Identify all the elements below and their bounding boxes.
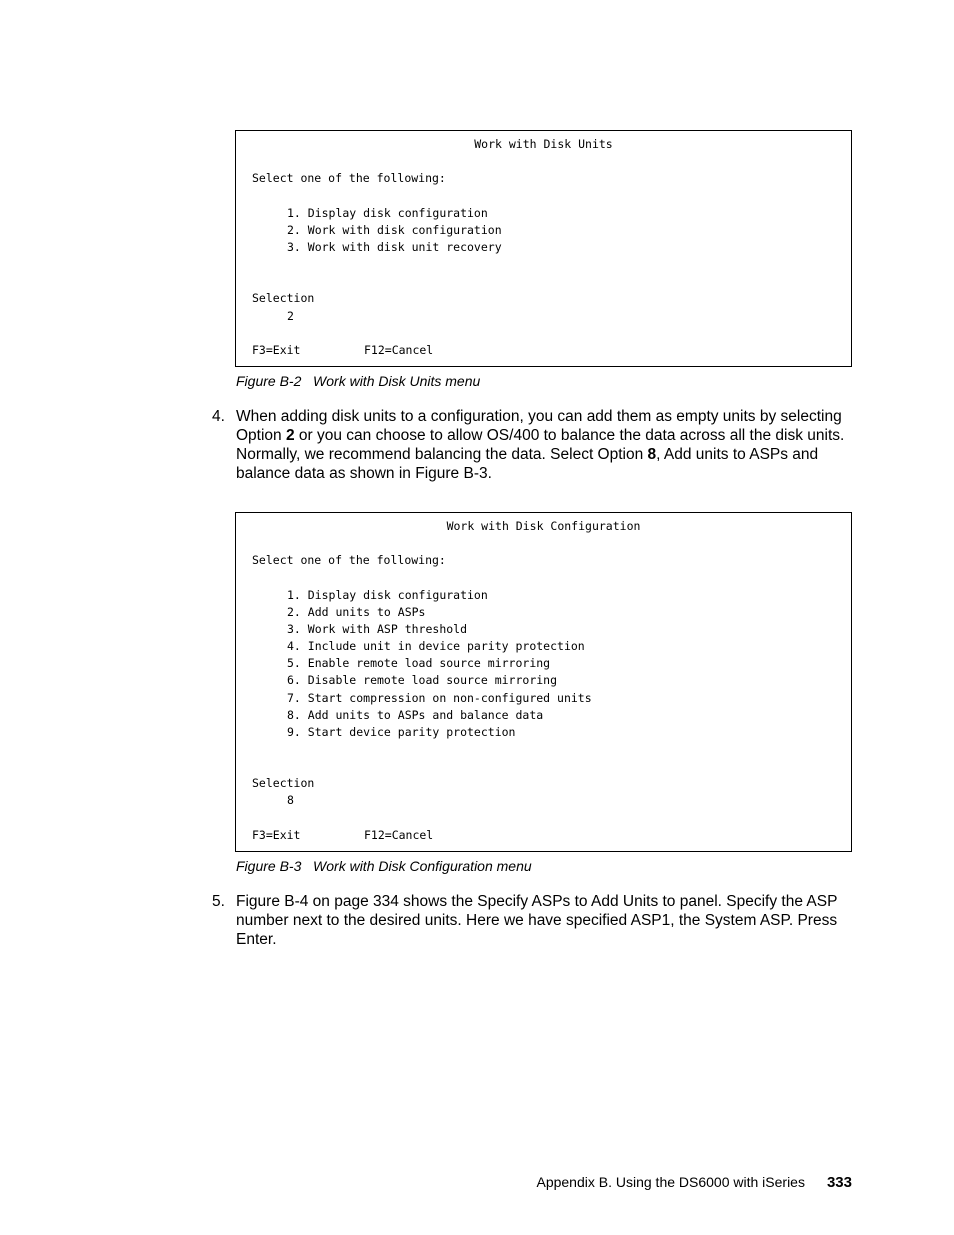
menu-option: 6. Disable remote load source mirroring [287, 673, 558, 687]
caption-number: Figure B-2 [236, 373, 302, 389]
step-text-part: or you can choose to allow OS/400 to balance the data across all the disk units. Normally, we recommend balancing the data. Select Option [236, 427, 845, 463]
menu-option: 1. Display disk configuration [287, 588, 488, 602]
menu-option: 7. Start compression on non-configured units [287, 691, 592, 705]
figure-b2-caption [236, 373, 480, 390]
caption-title: Work with Disk Units menu [313, 373, 481, 389]
step-text [236, 407, 852, 483]
menu-option: 5. Enable remote load source mirroring [287, 656, 551, 670]
option-number-bold: 8 [647, 446, 657, 463]
step-number: 5. [212, 893, 225, 910]
menu-option: 2. Add units to ASPs [287, 605, 426, 619]
option-number-bold: 2 [285, 427, 295, 444]
step-number: 4. [212, 408, 225, 425]
selection-label: Selection [252, 776, 315, 790]
step-text-part: , Add units to ASPs and balance data as shown in Figure B-3. [236, 446, 819, 482]
f3-exit-key: F3=Exit [252, 343, 301, 357]
menu-option: 4. Include unit in device parity protection [287, 639, 585, 653]
selection-value: 8 [287, 793, 294, 807]
menu-option: 1. Display disk configuration [287, 206, 488, 220]
menu-option: 2. Work with disk configuration [287, 223, 502, 237]
page-number: 333 [826, 1174, 852, 1191]
step-text: Figure B-4 on page 334 shows the Specify ASPs to Add Units to panel. Specify the ASP number next to the desired units. Here we have specified ASP1, the System ASP. Press Enter. [236, 893, 838, 948]
page-footer [0, 1172, 852, 1193]
menu-option: 3. Work with ASP threshold [287, 622, 468, 636]
menu-option: 3. Work with disk unit recovery [287, 240, 502, 254]
caption-title: Work with Disk Configuration menu [313, 858, 532, 874]
selection-label: Selection [252, 291, 315, 305]
screen-prompt: Select one of the following: [252, 171, 446, 185]
screen-title: Work with Disk Configuration [446, 519, 641, 533]
step-text-part: When adding disk units to a configuration, you can add them as empty units by selecting Option [236, 408, 842, 444]
caption-number: Figure B-3 [236, 858, 302, 874]
work-with-disk-units-screen [235, 130, 852, 367]
f12-cancel-key: F12=Cancel [364, 343, 434, 357]
step-5-paragraph [212, 892, 852, 949]
f12-cancel-key: F12=Cancel [364, 828, 434, 842]
screen-title: Work with Disk Units [474, 137, 613, 151]
step-4-paragraph [212, 407, 852, 483]
menu-option: 9. Start device parity protection [287, 725, 516, 739]
selection-value: 2 [287, 309, 294, 323]
f3-exit-key: F3=Exit [252, 828, 301, 842]
work-with-disk-configuration-screen [235, 512, 852, 852]
menu-option: 8. Add units to ASPs and balance data [287, 708, 544, 722]
screen-prompt: Select one of the following: [252, 553, 446, 567]
figure-b3-caption [236, 858, 532, 875]
running-title: Appendix B. Using the DS6000 with iSeries [536, 1174, 805, 1190]
